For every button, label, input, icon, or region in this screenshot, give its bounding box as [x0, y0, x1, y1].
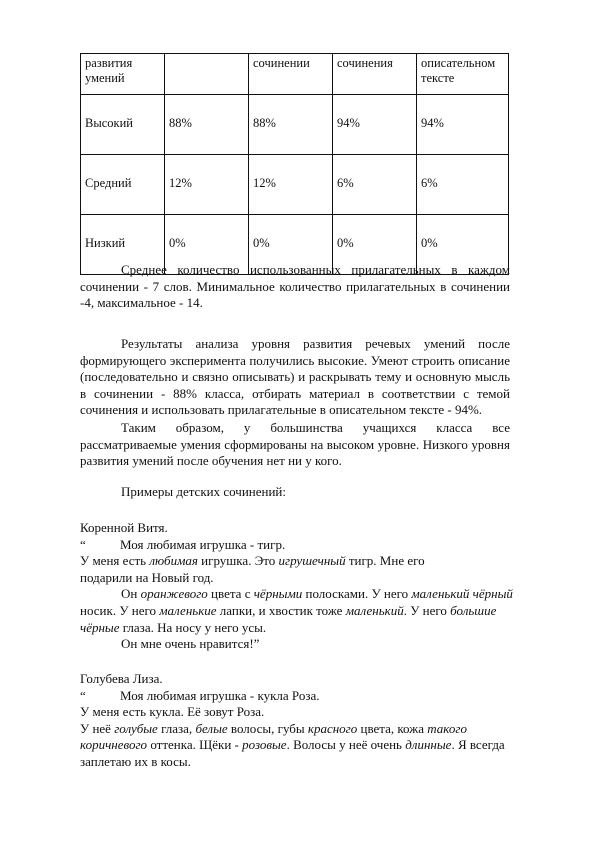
- level-cell: Средний: [81, 155, 165, 215]
- value-cell: 88%: [165, 95, 249, 155]
- essay-line: коричневого оттенка. Щёки - розовые. Волосы у неё очень длинные. Я всегда: [80, 737, 505, 753]
- essay-title: “ Моя любимая игрушка - кукла Роза.: [80, 687, 320, 703]
- examples-heading: Примеры детских сочинений:: [121, 484, 286, 499]
- paragraph-conclusion: Таким образом, у большинства учащихся класса все рассматриваемые умения сформированы на высоком уровне. Низкого уровня развития умений после обучения нет ни у кого.: [80, 420, 510, 469]
- essay-author: Голубева Лиза.: [80, 671, 163, 686]
- value-cell: 94%: [333, 95, 417, 155]
- value-cell: 88%: [249, 95, 333, 155]
- table-row: [81, 95, 509, 155]
- table-header-cell: сочинения: [333, 54, 417, 95]
- essay-line: У меня есть кукла. Её зовут Роза.: [80, 704, 265, 720]
- value-cell: 0%: [417, 215, 509, 275]
- table-header-cell: развития умений: [81, 54, 165, 95]
- paragraph-adjective-count: Среднее количество использованных прилагательных в каждом сочинении - 7 слов. Минимальное количество прилагательных в сочинении -4, максимальное - 14.: [80, 262, 510, 311]
- value-cell: 12%: [249, 155, 333, 215]
- essay-line: чёрные глаза. На носу у него усы.: [80, 619, 267, 635]
- table-row: [81, 155, 509, 215]
- essay-line: подарили на Новый год.: [80, 569, 214, 585]
- essay-line: У меня есть любимая игрушка. Это игрушечный тигр. Мне его: [80, 553, 425, 569]
- value-cell: 12%: [165, 155, 249, 215]
- level-cell: Низкий: [81, 215, 165, 275]
- value-cell: 0%: [165, 215, 249, 275]
- results-table: [80, 53, 509, 275]
- value-cell: 0%: [249, 215, 333, 275]
- value-cell: 0%: [333, 215, 417, 275]
- essay-1: [80, 520, 513, 653]
- table-header-cell: сочинении: [249, 54, 333, 95]
- essay-2: [80, 671, 510, 771]
- table-header-cell: [165, 54, 249, 95]
- level-cell: Высокий: [81, 95, 165, 155]
- table-header-row: [81, 54, 509, 95]
- essay-author: Коренной Витя.: [80, 520, 168, 535]
- essay-line: носик. У него маленькие лапки, и хвостик тоже маленький. У него большие: [80, 602, 497, 618]
- essay-line: У неё голубые глаза, белые волосы, губы красного цвета, кожа такого: [80, 720, 467, 736]
- value-cell: 6%: [333, 155, 417, 215]
- essay-line: Он мне очень нравится!”: [121, 636, 260, 652]
- value-cell: 6%: [417, 155, 509, 215]
- table-header-cell: описательном тексте: [417, 54, 509, 95]
- paragraph-results: Результаты анализа уровня развития речевых умений после формирующего эксперимента получились высокие. Умеют строить описание (последовательно и связно описывать) и раскрывать тему и основную мысль в сочинении - 88% класса, отбирать материал в соответствии с темой сочинения и использовать прилагательные в описательном тексте - 94%.: [80, 336, 510, 418]
- value-cell: 94%: [417, 95, 509, 155]
- essay-line: заплетаю их в косы.: [80, 753, 191, 769]
- essay-line: Он оранжевого цвета с чёрными полосками. У него маленький чёрный: [121, 586, 513, 602]
- essay-title: “ Моя любимая игрушка - тигр.: [80, 536, 286, 552]
